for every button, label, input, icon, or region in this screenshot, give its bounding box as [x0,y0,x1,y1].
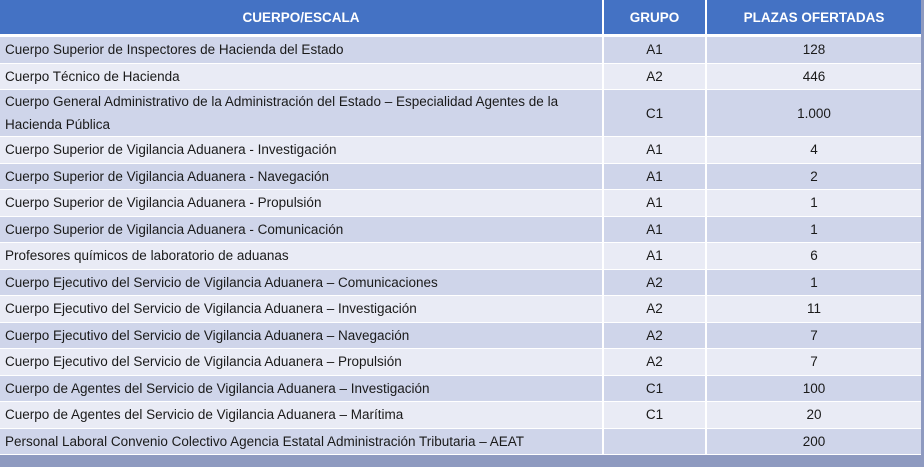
grupo-cell: A1 [604,190,707,217]
plazas-cell: 4 [707,137,921,164]
cuerpo-cell: Cuerpo Superior de Vigilancia Aduanera - Navegación [0,164,604,191]
cuerpo-cell: Cuerpo Ejecutivo del Servicio de Vigilancia Aduanera – Navegación [0,323,604,350]
table-row [0,243,921,270]
cuerpo-cell: Cuerpo Ejecutivo del Servicio de Vigilancia Aduanera – Propulsión [0,349,604,376]
grupo-cell: A1 [604,37,707,64]
plazas-cell: 128 [707,37,921,64]
table-row [0,190,921,217]
header-grupo: GRUPO [604,0,707,37]
grupo-cell: A2 [604,349,707,376]
plazas-cell: 7 [707,349,921,376]
table-header-row [0,0,921,37]
table-row [0,164,921,191]
plazas-cell: 1 [707,190,921,217]
plazas-cell: 1.000 [707,90,921,137]
table-row [0,349,921,376]
header-cuerpo-escala: CUERPO/ESCALA [0,0,604,37]
cuerpo-cell: Personal Laboral Convenio Colectivo Agencia Estatal Administración Tributaria – AEAT [0,429,604,456]
cuerpo-cell: Cuerpo Superior de Vigilancia Aduanera - Propulsión [0,190,604,217]
grupo-cell: C1 [604,90,707,137]
plazas-cell: 100 [707,376,921,403]
grupo-cell: A2 [604,323,707,350]
header-plazas-ofertadas: PLAZAS OFERTADAS [707,0,921,37]
plazas-cell: 446 [707,64,921,91]
grupo-cell: C1 [604,402,707,429]
table-row [0,296,921,323]
grupo-cell: C1 [604,376,707,403]
plazas-cell: 1 [707,217,921,244]
cuerpo-cell: Cuerpo Ejecutivo del Servicio de Vigilancia Aduanera – Investigación [0,296,604,323]
table-row [0,64,921,91]
table-row [0,217,921,244]
grupo-cell: A2 [604,270,707,297]
table-row [0,323,921,350]
grupo-cell [604,429,707,456]
plazas-cell: 11 [707,296,921,323]
table-row [0,137,921,164]
cuerpo-cell: Cuerpo Superior de Vigilancia Aduanera - Comunicación [0,217,604,244]
cuerpo-cell: Cuerpo General Administrativo de la Administración del Estado – Especialidad Agentes de la Hacienda Pública [0,90,604,137]
plazas-cell: 20 [707,402,921,429]
table-row [0,90,921,137]
cuerpo-cell: Cuerpo Ejecutivo del Servicio de Vigilancia Aduanera – Comunicaciones [0,270,604,297]
table-row [0,376,921,403]
grupo-cell: A2 [604,296,707,323]
grupo-cell: A1 [604,243,707,270]
plazas-cell: 7 [707,323,921,350]
cuerpo-cell: Cuerpo Superior de Inspectores de Hacienda del Estado [0,37,604,64]
cuerpo-cell: Cuerpo Técnico de Hacienda [0,64,604,91]
table-row [0,270,921,297]
cuerpo-cell: Cuerpo de Agentes del Servicio de Vigilancia Aduanera – Marítima [0,402,604,429]
table-row [0,37,921,64]
cuerpo-cell: Cuerpo de Agentes del Servicio de Vigilancia Aduanera – Investigación [0,376,604,403]
plazas-cell: 200 [707,429,921,456]
table-row [0,402,921,429]
grupo-cell: A1 [604,137,707,164]
cuerpo-cell: Cuerpo Superior de Vigilancia Aduanera - Investigación [0,137,604,164]
cuerpo-cell: Profesores químicos de laboratorio de aduanas [0,243,604,270]
grupo-cell: A1 [604,217,707,244]
table-row [0,429,921,456]
plazas-cell: 2 [707,164,921,191]
plazas-cell: 1 [707,270,921,297]
grupo-cell: A2 [604,64,707,91]
plazas-cell: 6 [707,243,921,270]
grupo-cell: A1 [604,164,707,191]
